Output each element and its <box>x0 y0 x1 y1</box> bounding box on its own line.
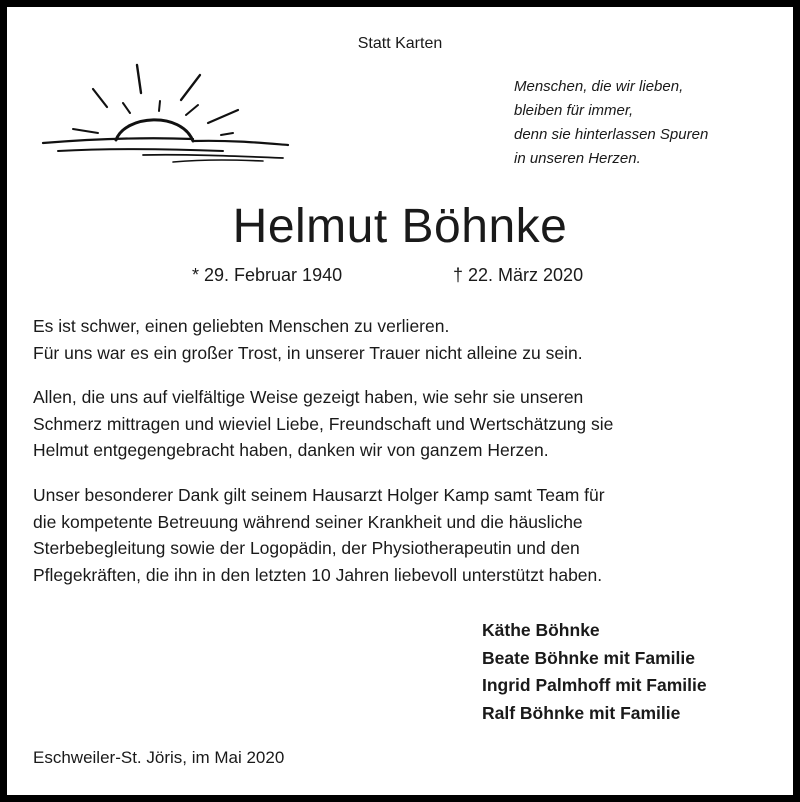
paragraph-line: Pflegekräften, die ihn in den letzten 10 Jahren liebevoll unterstützt haben. <box>33 564 603 585</box>
birth-date: * 29. Februar 1940 <box>192 265 343 285</box>
obituary-notice <box>7 7 793 795</box>
death-date: † 22. März 2020 <box>453 265 584 285</box>
paragraph-3 <box>33 482 773 588</box>
poem-line: Menschen, die wir lieben, <box>514 78 684 95</box>
paragraph-line: Unser besonderer Dank gilt seinem Hausarzt Holger Kamp samt Team für <box>33 485 605 505</box>
paragraph-line: Allen, die uns auf vielfältige Weise gezeigt haben, wie sehr sie unseren <box>33 387 584 407</box>
signature-line: Ralf Böhnke mit Familie <box>482 702 681 723</box>
sunset-icon <box>33 55 295 185</box>
paragraph-line: Sterbebegleitung sowie der Logopädin, der Physiotherapeutin und den <box>33 538 580 558</box>
poem-verse <box>514 75 708 171</box>
paragraph-line: Schmerz mittragen und wieviel Liebe, Freundschaft und Wertschätzung sie <box>33 413 614 434</box>
signatures <box>482 617 707 727</box>
signature-line: Ingrid Palmhoff mit Familie <box>482 675 707 695</box>
place-date: Eschweiler-St. Jöris, im Mai 2020 <box>33 748 285 767</box>
signature-line: Beate Böhnke mit Familie <box>482 647 695 668</box>
poem-line: bleiben für immer, <box>514 102 634 119</box>
poem-line: denn sie hinterlassen Spuren <box>514 126 709 143</box>
deceased-name: Helmut Böhnke <box>232 200 568 253</box>
signature-line: Käthe Böhnke <box>482 620 600 640</box>
header-statt-karten: Statt Karten <box>357 35 443 52</box>
paragraph-line: Es ist schwer, einen geliebten Menschen zu verlieren. <box>33 316 450 336</box>
paragraph-line: Helmut entgegengebracht haben, danken wir von ganzem Herzen. <box>33 440 549 460</box>
paragraph-line: die kompetente Betreuung während seiner Krankheit und die häusliche <box>33 511 583 532</box>
paragraph-line: Für uns war es ein großer Trost, in unserer Trauer nicht alleine zu sein. <box>33 342 583 363</box>
paragraph-1 <box>33 313 773 366</box>
poem-line: in unseren Herzen. <box>514 150 641 167</box>
paragraph-2 <box>33 384 773 464</box>
